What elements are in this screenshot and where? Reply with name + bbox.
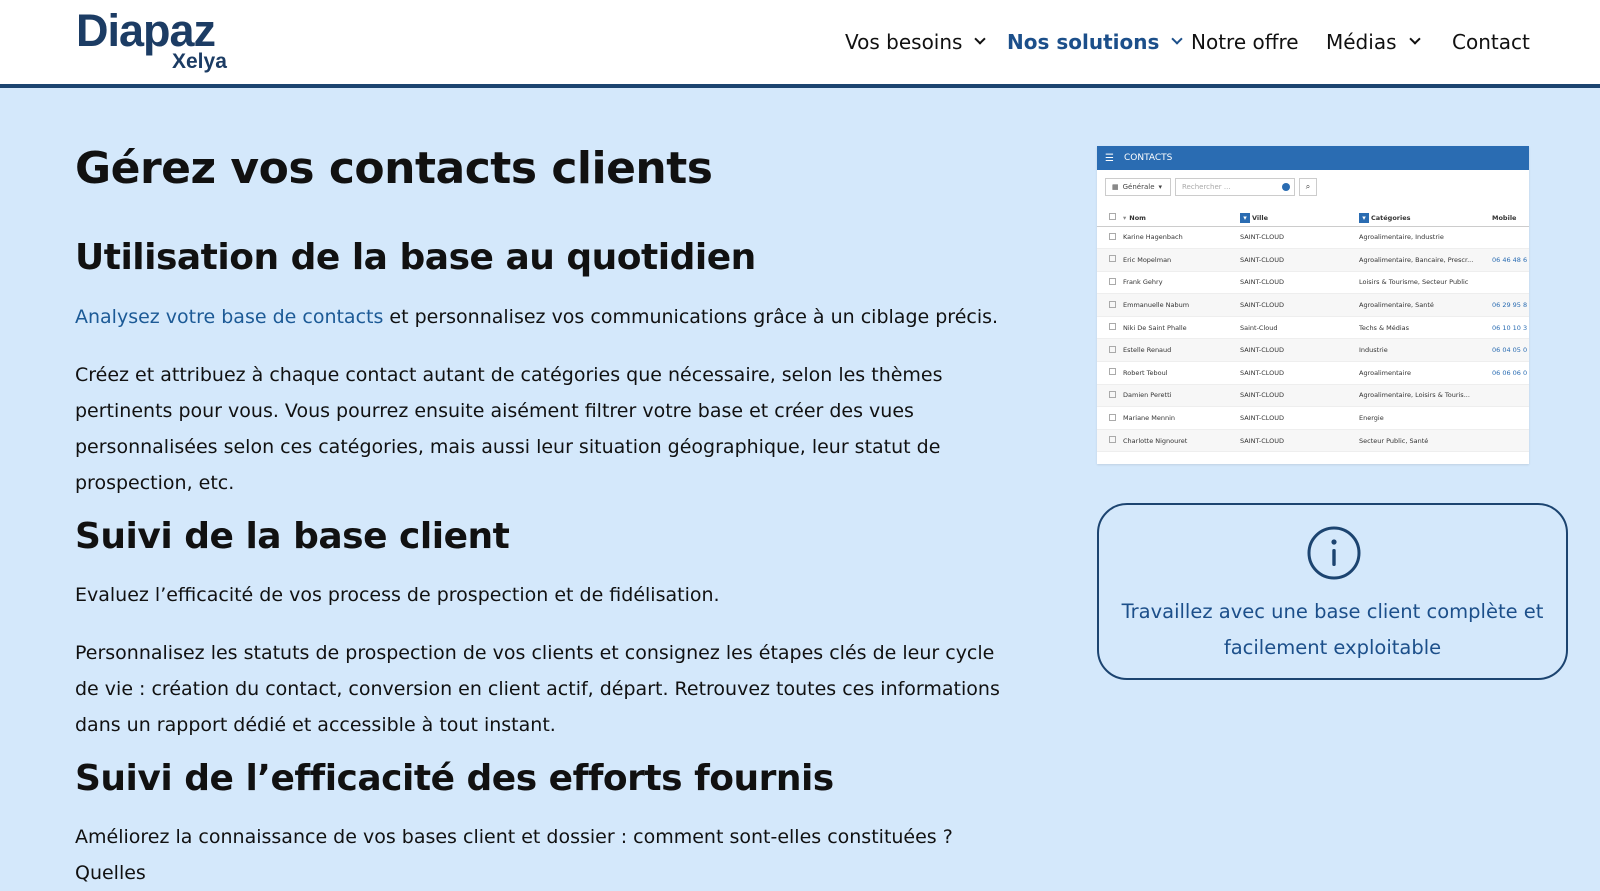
- row-checkbox: [1097, 339, 1123, 362]
- cell-nom: Karine Hagenbach: [1123, 226, 1240, 249]
- row-checkbox: [1097, 362, 1123, 385]
- cell-ville: SAINT-CLOUD: [1240, 384, 1359, 407]
- cell-mobile: 06 29 95 8: [1492, 294, 1529, 317]
- info-callout: [1097, 503, 1568, 680]
- cell-categories: Secteur Public, Santé: [1359, 429, 1492, 452]
- caret-down-icon: ▾: [1158, 183, 1163, 191]
- screenshot-search-input: [1175, 178, 1295, 196]
- filter-active-icon: ▾: [1240, 213, 1250, 223]
- logo-sub-text: Xelya: [172, 50, 227, 73]
- select-all-checkbox: [1097, 204, 1123, 226]
- cell-mobile: 06 10 10 3: [1492, 316, 1529, 339]
- cell-nom: Mariane Mennin: [1123, 407, 1240, 430]
- cell-mobile: [1492, 429, 1529, 452]
- nav-item-label: Médias: [1326, 30, 1397, 54]
- column-header-categories: ▾ Catégories: [1359, 204, 1492, 226]
- menu-icon: ☰: [1105, 152, 1114, 164]
- nav-item-nos-solutions[interactable]: [1007, 26, 1181, 58]
- contacts-table: [1097, 204, 1529, 452]
- cell-categories: Energie: [1359, 407, 1492, 430]
- header-divider: [0, 84, 1600, 88]
- nav-item-label: Contact: [1452, 30, 1530, 54]
- screenshot-title: CONTACTS: [1123, 153, 1173, 163]
- section-heading-suivi-base: Suivi de la base client: [75, 516, 510, 557]
- section-efficacite-paragraph: Améliorez la connaissance de vos bases client et dossier : comment sont-elles constituées ? Quelles: [75, 826, 953, 884]
- section-utilisation-paragraph: Créez et attribuez à chaque contact autant de catégories que nécessaire, selon les thèmes pertinents pour vous. Vous pourrez ensuite aisément filtrer votre base et créer des vues personnalisées selon ces catégories, mais aussi leur situation géographique, leur statut de prospection, etc.: [75, 364, 943, 494]
- cell-mobile: [1492, 384, 1529, 407]
- column-header-nom: ▾ Nom: [1123, 204, 1240, 226]
- table-row: [1097, 294, 1529, 317]
- cell-categories: Agroalimentaire: [1359, 362, 1492, 385]
- table-row: [1097, 362, 1529, 385]
- table-header-row: [1097, 204, 1529, 226]
- screenshot-title-bar: [1097, 146, 1529, 170]
- info-dot-icon: [1282, 183, 1290, 191]
- section-heading-utilisation: Utilisation de la base au quotidien: [75, 237, 756, 278]
- chevron-down-icon: [975, 33, 986, 44]
- cell-categories: Industrie: [1359, 339, 1492, 362]
- row-checkbox: [1097, 429, 1123, 452]
- nav-item-label: Nos solutions: [1007, 30, 1160, 54]
- row-checkbox: [1097, 384, 1123, 407]
- logo[interactable]: [76, 6, 246, 76]
- table-row: [1097, 407, 1529, 430]
- cell-categories: Techs & Médias: [1359, 316, 1492, 339]
- section-suivi-paragraph: Personnalisez les statuts de prospection de vos clients et consignez les étapes clés de leur cycle de vie : création du contact, conversion en client actif, départ. Retrouvez toutes ces informations dans un rapport dédié et accessible à tout instant.: [75, 642, 1000, 736]
- cell-mobile: 06 46 48 6: [1492, 249, 1529, 272]
- table-row: [1097, 226, 1529, 249]
- nav-item-medias[interactable]: [1326, 26, 1419, 58]
- cell-categories: Agroalimentaire, Industrie: [1359, 226, 1492, 249]
- nav-item-label: Notre offre: [1191, 30, 1299, 54]
- cell-categories: Agroalimentaire, Loisirs & Touris...: [1359, 384, 1492, 407]
- column-header-ville: ▾ Ville: [1240, 204, 1359, 226]
- row-checkbox: [1097, 271, 1123, 294]
- cell-ville: SAINT-CLOUD: [1240, 429, 1359, 452]
- analyse-contacts-link[interactable]: Analysez votre base de contacts: [75, 306, 384, 328]
- cell-categories: Agroalimentaire, Bancaire, Prescr...: [1359, 249, 1492, 272]
- cell-mobile: [1492, 271, 1529, 294]
- cell-ville: SAINT-CLOUD: [1240, 407, 1359, 430]
- table-row: [1097, 429, 1529, 452]
- chevron-down-icon: [1409, 33, 1420, 44]
- row-checkbox: [1097, 226, 1123, 249]
- search-placeholder: Rechercher ...: [1182, 183, 1231, 191]
- cell-ville: SAINT-CLOUD: [1240, 339, 1359, 362]
- info-icon: [1307, 526, 1361, 580]
- table-row: [1097, 271, 1529, 294]
- intro-text: et personnalisez vos communications grâce à un ciblage précis.: [383, 306, 999, 328]
- cell-nom: Emmanuelle Nabum: [1123, 294, 1240, 317]
- view-select-value: Générale: [1122, 183, 1155, 191]
- filter-icon: ▾: [1123, 213, 1127, 222]
- row-checkbox: [1097, 294, 1123, 317]
- row-checkbox: [1097, 407, 1123, 430]
- cell-nom: Niki De Saint Phalle: [1123, 316, 1240, 339]
- filter-active-icon: ▾: [1359, 213, 1369, 223]
- info-callout-text: Travaillez avec une base client complète et facilement exploitable: [1121, 600, 1544, 659]
- cell-nom: Robert Teboul: [1123, 362, 1240, 385]
- grid-icon: ▦: [1112, 183, 1119, 191]
- chevron-down-icon: [1172, 33, 1183, 44]
- cell-nom: Eric Mopelman: [1123, 249, 1240, 272]
- cell-nom: Damien Peretti: [1123, 384, 1240, 407]
- contacts-screenshot: [1097, 146, 1529, 464]
- screenshot-toolbar: [1097, 170, 1529, 204]
- cell-mobile: 06 06 06 0: [1492, 362, 1529, 385]
- section-heading-efficacite: Suivi de l’efficacité des efforts fournis: [75, 758, 834, 799]
- column-header-mobile: Mobile: [1492, 204, 1529, 226]
- cell-mobile: 06 04 05 0: [1492, 339, 1529, 362]
- cell-ville: SAINT-CLOUD: [1240, 362, 1359, 385]
- section-suivi-intro: Evaluez l’efficacité de vos process de prospection et de fidélisation.: [75, 584, 720, 606]
- cell-mobile: [1492, 407, 1529, 430]
- cell-nom: Charlotte Nignouret: [1123, 429, 1240, 452]
- section-utilisation-intro: [75, 299, 1005, 335]
- view-select: [1105, 178, 1171, 196]
- logo-main-text: Diapaz: [76, 5, 216, 56]
- table-row: [1097, 339, 1529, 362]
- cell-categories: Agroalimentaire, Santé: [1359, 294, 1492, 317]
- search-icon: ⌕: [1299, 178, 1317, 196]
- nav-item-contact[interactable]: [1452, 26, 1530, 58]
- site-header: [0, 0, 1600, 85]
- table-row: [1097, 384, 1529, 407]
- row-checkbox: [1097, 249, 1123, 272]
- table-row: [1097, 316, 1529, 339]
- nav-item-label: Vos besoins: [845, 30, 963, 54]
- cell-nom: Estelle Renaud: [1123, 339, 1240, 362]
- cell-mobile: [1492, 226, 1529, 249]
- row-checkbox: [1097, 316, 1123, 339]
- cell-ville: SAINT-CLOUD: [1240, 249, 1359, 272]
- cell-ville: SAINT-CLOUD: [1240, 294, 1359, 317]
- page-title: Gérez vos contacts clients: [75, 143, 713, 194]
- cell-categories: Loisirs & Tourisme, Secteur Public: [1359, 271, 1492, 294]
- cell-nom: Frank Gehry: [1123, 271, 1240, 294]
- cell-ville: Saint-Cloud: [1240, 316, 1359, 339]
- cell-ville: SAINT-CLOUD: [1240, 226, 1359, 249]
- cell-ville: SAINT-CLOUD: [1240, 271, 1359, 294]
- nav-item-notre-offre[interactable]: [1191, 26, 1299, 58]
- table-row: [1097, 249, 1529, 272]
- nav-item-vos-besoins[interactable]: [845, 26, 984, 58]
